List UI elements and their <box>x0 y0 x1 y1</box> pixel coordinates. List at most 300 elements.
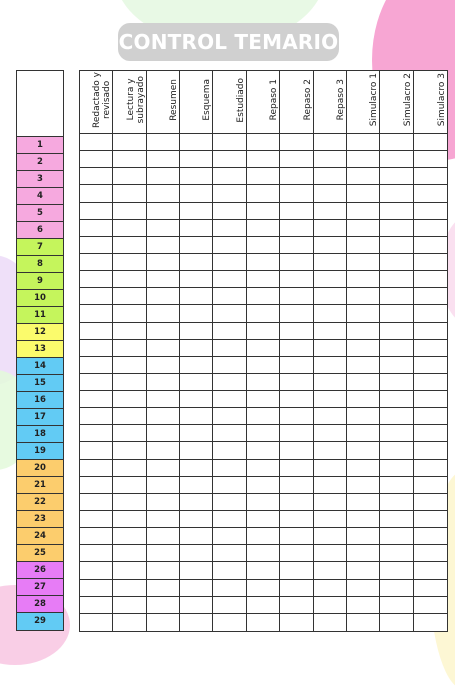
table-cell[interactable] <box>180 477 213 494</box>
table-cell[interactable] <box>314 134 347 151</box>
table-cell[interactable] <box>380 151 413 168</box>
table-cell[interactable] <box>347 580 380 597</box>
table-cell[interactable] <box>113 305 146 322</box>
table-cell[interactable] <box>80 151 113 168</box>
table-cell[interactable] <box>347 460 380 477</box>
table-cell[interactable] <box>113 357 146 374</box>
table-cell[interactable] <box>380 185 413 202</box>
table-cell[interactable] <box>280 494 313 511</box>
table-cell[interactable] <box>213 545 246 562</box>
table-cell[interactable] <box>213 305 246 322</box>
table-cell[interactable] <box>113 374 146 391</box>
table-cell[interactable] <box>213 185 246 202</box>
table-cell[interactable] <box>347 374 380 391</box>
table-cell[interactable] <box>247 460 280 477</box>
table-cell[interactable] <box>147 305 180 322</box>
table-cell[interactable] <box>380 425 413 442</box>
table-cell[interactable] <box>247 288 280 305</box>
table-cell[interactable] <box>80 220 113 237</box>
table-cell[interactable] <box>347 185 380 202</box>
table-cell[interactable] <box>180 442 213 459</box>
table-cell[interactable] <box>380 597 413 614</box>
table-cell[interactable] <box>213 562 246 579</box>
table-cell[interactable] <box>314 391 347 408</box>
table-cell[interactable] <box>347 391 380 408</box>
table-cell[interactable] <box>147 168 180 185</box>
table-cell[interactable] <box>80 425 113 442</box>
table-cell[interactable] <box>314 340 347 357</box>
table-cell[interactable] <box>414 237 447 254</box>
table-cell[interactable] <box>213 203 246 220</box>
table-cell[interactable] <box>314 151 347 168</box>
table-cell[interactable] <box>180 597 213 614</box>
table-cell[interactable] <box>347 597 380 614</box>
table-cell[interactable] <box>347 305 380 322</box>
table-cell[interactable] <box>147 237 180 254</box>
table-cell[interactable] <box>347 477 380 494</box>
table-cell[interactable] <box>213 580 246 597</box>
table-cell[interactable] <box>213 151 246 168</box>
table-cell[interactable] <box>280 597 313 614</box>
table-cell[interactable] <box>380 528 413 545</box>
table-cell[interactable] <box>314 477 347 494</box>
table-cell[interactable] <box>147 425 180 442</box>
table-cell[interactable] <box>147 545 180 562</box>
table-cell[interactable] <box>414 323 447 340</box>
table-cell[interactable] <box>247 597 280 614</box>
table-cell[interactable] <box>80 442 113 459</box>
table-cell[interactable] <box>180 614 213 631</box>
table-cell[interactable] <box>213 168 246 185</box>
table-cell[interactable] <box>380 614 413 631</box>
table-cell[interactable] <box>414 408 447 425</box>
table-cell[interactable] <box>80 271 113 288</box>
table-cell[interactable] <box>414 511 447 528</box>
table-cell[interactable] <box>314 203 347 220</box>
table-cell[interactable] <box>113 460 146 477</box>
table-cell[interactable] <box>80 254 113 271</box>
table-cell[interactable] <box>180 562 213 579</box>
table-cell[interactable] <box>147 580 180 597</box>
table-cell[interactable] <box>247 545 280 562</box>
table-cell[interactable] <box>314 168 347 185</box>
table-cell[interactable] <box>80 134 113 151</box>
table-cell[interactable] <box>147 374 180 391</box>
table-cell[interactable] <box>280 185 313 202</box>
table-cell[interactable] <box>147 614 180 631</box>
table-cell[interactable] <box>213 425 246 442</box>
table-cell[interactable] <box>414 528 447 545</box>
table-cell[interactable] <box>280 562 313 579</box>
table-cell[interactable] <box>180 271 213 288</box>
table-cell[interactable] <box>80 408 113 425</box>
table-cell[interactable] <box>80 288 113 305</box>
table-cell[interactable] <box>280 425 313 442</box>
table-cell[interactable] <box>314 254 347 271</box>
table-cell[interactable] <box>347 203 380 220</box>
table-cell[interactable] <box>380 220 413 237</box>
table-cell[interactable] <box>247 220 280 237</box>
table-cell[interactable] <box>180 391 213 408</box>
table-cell[interactable] <box>213 237 246 254</box>
table-cell[interactable] <box>380 391 413 408</box>
table-cell[interactable] <box>414 494 447 511</box>
table-cell[interactable] <box>380 288 413 305</box>
table-cell[interactable] <box>80 528 113 545</box>
table-cell[interactable] <box>147 597 180 614</box>
table-cell[interactable] <box>80 562 113 579</box>
table-cell[interactable] <box>113 254 146 271</box>
table-cell[interactable] <box>213 408 246 425</box>
table-cell[interactable] <box>80 460 113 477</box>
table-cell[interactable] <box>414 614 447 631</box>
table-cell[interactable] <box>180 494 213 511</box>
table-cell[interactable] <box>180 237 213 254</box>
table-cell[interactable] <box>213 511 246 528</box>
table-cell[interactable] <box>180 288 213 305</box>
table-cell[interactable] <box>314 597 347 614</box>
table-cell[interactable] <box>247 323 280 340</box>
table-cell[interactable] <box>414 580 447 597</box>
table-cell[interactable] <box>147 340 180 357</box>
table-cell[interactable] <box>247 391 280 408</box>
table-cell[interactable] <box>113 614 146 631</box>
table-cell[interactable] <box>213 134 246 151</box>
table-cell[interactable] <box>280 545 313 562</box>
table-cell[interactable] <box>80 305 113 322</box>
table-cell[interactable] <box>180 134 213 151</box>
table-cell[interactable] <box>147 494 180 511</box>
table-cell[interactable] <box>80 614 113 631</box>
table-cell[interactable] <box>147 391 180 408</box>
table-cell[interactable] <box>347 271 380 288</box>
table-cell[interactable] <box>113 408 146 425</box>
table-cell[interactable] <box>247 511 280 528</box>
table-cell[interactable] <box>347 494 380 511</box>
table-cell[interactable] <box>280 580 313 597</box>
table-cell[interactable] <box>180 528 213 545</box>
table-cell[interactable] <box>414 305 447 322</box>
table-cell[interactable] <box>113 442 146 459</box>
table-cell[interactable] <box>80 597 113 614</box>
table-cell[interactable] <box>180 545 213 562</box>
table-cell[interactable] <box>180 511 213 528</box>
table-cell[interactable] <box>347 528 380 545</box>
table-cell[interactable] <box>113 511 146 528</box>
table-cell[interactable] <box>180 340 213 357</box>
table-cell[interactable] <box>314 580 347 597</box>
table-cell[interactable] <box>113 391 146 408</box>
table-cell[interactable] <box>414 391 447 408</box>
table-cell[interactable] <box>380 254 413 271</box>
table-cell[interactable] <box>147 288 180 305</box>
table-cell[interactable] <box>314 237 347 254</box>
table-cell[interactable] <box>147 442 180 459</box>
table-cell[interactable] <box>213 494 246 511</box>
table-cell[interactable] <box>180 151 213 168</box>
table-cell[interactable] <box>414 357 447 374</box>
table-cell[interactable] <box>280 477 313 494</box>
table-cell[interactable] <box>314 271 347 288</box>
table-cell[interactable] <box>180 254 213 271</box>
table-cell[interactable] <box>80 545 113 562</box>
table-cell[interactable] <box>147 220 180 237</box>
table-cell[interactable] <box>314 374 347 391</box>
table-cell[interactable] <box>347 254 380 271</box>
table-cell[interactable] <box>113 545 146 562</box>
table-cell[interactable] <box>347 545 380 562</box>
table-cell[interactable] <box>80 340 113 357</box>
table-cell[interactable] <box>280 288 313 305</box>
table-cell[interactable] <box>280 271 313 288</box>
table-cell[interactable] <box>314 545 347 562</box>
table-cell[interactable] <box>113 220 146 237</box>
table-cell[interactable] <box>280 528 313 545</box>
table-cell[interactable] <box>380 460 413 477</box>
table-cell[interactable] <box>414 288 447 305</box>
table-cell[interactable] <box>80 374 113 391</box>
table-cell[interactable] <box>80 168 113 185</box>
table-cell[interactable] <box>80 580 113 597</box>
table-cell[interactable] <box>147 511 180 528</box>
table-cell[interactable] <box>247 357 280 374</box>
table-cell[interactable] <box>247 151 280 168</box>
table-cell[interactable] <box>80 511 113 528</box>
table-cell[interactable] <box>280 168 313 185</box>
table-cell[interactable] <box>280 511 313 528</box>
table-cell[interactable] <box>180 460 213 477</box>
table-cell[interactable] <box>147 408 180 425</box>
table-cell[interactable] <box>314 220 347 237</box>
table-cell[interactable] <box>380 408 413 425</box>
table-cell[interactable] <box>314 460 347 477</box>
table-cell[interactable] <box>280 374 313 391</box>
table-cell[interactable] <box>180 305 213 322</box>
table-cell[interactable] <box>113 151 146 168</box>
table-cell[interactable] <box>314 408 347 425</box>
table-cell[interactable] <box>280 237 313 254</box>
table-cell[interactable] <box>347 151 380 168</box>
table-cell[interactable] <box>247 528 280 545</box>
table-cell[interactable] <box>347 288 380 305</box>
table-cell[interactable] <box>280 614 313 631</box>
table-cell[interactable] <box>347 408 380 425</box>
table-cell[interactable] <box>380 323 413 340</box>
table-cell[interactable] <box>213 374 246 391</box>
table-cell[interactable] <box>380 511 413 528</box>
table-cell[interactable] <box>314 511 347 528</box>
table-cell[interactable] <box>247 237 280 254</box>
table-cell[interactable] <box>414 597 447 614</box>
table-cell[interactable] <box>414 134 447 151</box>
table-cell[interactable] <box>280 340 313 357</box>
table-cell[interactable] <box>247 562 280 579</box>
table-cell[interactable] <box>280 254 313 271</box>
table-cell[interactable] <box>247 168 280 185</box>
table-cell[interactable] <box>147 460 180 477</box>
table-cell[interactable] <box>180 220 213 237</box>
table-cell[interactable] <box>80 203 113 220</box>
table-cell[interactable] <box>247 580 280 597</box>
table-cell[interactable] <box>414 203 447 220</box>
table-cell[interactable] <box>380 237 413 254</box>
table-cell[interactable] <box>347 442 380 459</box>
table-cell[interactable] <box>213 340 246 357</box>
table-cell[interactable] <box>213 597 246 614</box>
table-cell[interactable] <box>414 374 447 391</box>
table-cell[interactable] <box>414 254 447 271</box>
table-cell[interactable] <box>80 357 113 374</box>
table-cell[interactable] <box>147 562 180 579</box>
table-cell[interactable] <box>113 340 146 357</box>
table-cell[interactable] <box>314 494 347 511</box>
table-cell[interactable] <box>414 185 447 202</box>
table-cell[interactable] <box>380 357 413 374</box>
table-cell[interactable] <box>247 425 280 442</box>
table-cell[interactable] <box>113 323 146 340</box>
table-cell[interactable] <box>380 442 413 459</box>
table-cell[interactable] <box>247 442 280 459</box>
table-cell[interactable] <box>280 442 313 459</box>
table-cell[interactable] <box>347 511 380 528</box>
table-cell[interactable] <box>213 357 246 374</box>
table-cell[interactable] <box>113 237 146 254</box>
table-cell[interactable] <box>147 151 180 168</box>
table-cell[interactable] <box>380 271 413 288</box>
table-cell[interactable] <box>414 168 447 185</box>
table-cell[interactable] <box>247 271 280 288</box>
table-cell[interactable] <box>280 203 313 220</box>
table-cell[interactable] <box>280 134 313 151</box>
table-cell[interactable] <box>113 288 146 305</box>
table-cell[interactable] <box>280 323 313 340</box>
table-cell[interactable] <box>314 425 347 442</box>
table-cell[interactable] <box>180 203 213 220</box>
table-cell[interactable] <box>380 168 413 185</box>
table-cell[interactable] <box>414 442 447 459</box>
table-cell[interactable] <box>147 203 180 220</box>
table-cell[interactable] <box>180 357 213 374</box>
table-cell[interactable] <box>347 614 380 631</box>
table-cell[interactable] <box>314 323 347 340</box>
table-cell[interactable] <box>213 528 246 545</box>
table-cell[interactable] <box>180 168 213 185</box>
table-cell[interactable] <box>213 460 246 477</box>
table-cell[interactable] <box>213 442 246 459</box>
table-cell[interactable] <box>280 357 313 374</box>
table-cell[interactable] <box>314 305 347 322</box>
table-cell[interactable] <box>247 614 280 631</box>
table-cell[interactable] <box>347 168 380 185</box>
table-cell[interactable] <box>147 134 180 151</box>
table-cell[interactable] <box>113 562 146 579</box>
table-cell[interactable] <box>113 425 146 442</box>
table-cell[interactable] <box>113 597 146 614</box>
table-cell[interactable] <box>247 254 280 271</box>
table-cell[interactable] <box>80 391 113 408</box>
table-cell[interactable] <box>380 562 413 579</box>
table-cell[interactable] <box>414 151 447 168</box>
table-cell[interactable] <box>213 220 246 237</box>
table-cell[interactable] <box>113 168 146 185</box>
table-cell[interactable] <box>280 460 313 477</box>
table-cell[interactable] <box>414 271 447 288</box>
table-cell[interactable] <box>147 528 180 545</box>
table-cell[interactable] <box>380 580 413 597</box>
table-cell[interactable] <box>380 134 413 151</box>
table-cell[interactable] <box>113 134 146 151</box>
table-cell[interactable] <box>280 305 313 322</box>
table-cell[interactable] <box>113 580 146 597</box>
table-cell[interactable] <box>113 185 146 202</box>
table-cell[interactable] <box>347 323 380 340</box>
table-cell[interactable] <box>380 305 413 322</box>
table-cell[interactable] <box>80 237 113 254</box>
table-cell[interactable] <box>213 271 246 288</box>
table-cell[interactable] <box>247 203 280 220</box>
table-cell[interactable] <box>113 494 146 511</box>
table-cell[interactable] <box>147 357 180 374</box>
table-cell[interactable] <box>247 305 280 322</box>
table-cell[interactable] <box>180 580 213 597</box>
table-cell[interactable] <box>180 374 213 391</box>
table-cell[interactable] <box>314 528 347 545</box>
table-cell[interactable] <box>180 323 213 340</box>
table-cell[interactable] <box>180 185 213 202</box>
table-cell[interactable] <box>113 477 146 494</box>
table-cell[interactable] <box>213 288 246 305</box>
table-cell[interactable] <box>247 134 280 151</box>
table-cell[interactable] <box>414 340 447 357</box>
table-cell[interactable] <box>280 151 313 168</box>
table-cell[interactable] <box>280 408 313 425</box>
table-cell[interactable] <box>147 185 180 202</box>
table-cell[interactable] <box>147 477 180 494</box>
table-cell[interactable] <box>113 271 146 288</box>
table-cell[interactable] <box>380 545 413 562</box>
table-cell[interactable] <box>247 340 280 357</box>
table-cell[interactable] <box>347 562 380 579</box>
table-cell[interactable] <box>414 545 447 562</box>
table-cell[interactable] <box>147 254 180 271</box>
table-cell[interactable] <box>347 425 380 442</box>
table-cell[interactable] <box>347 134 380 151</box>
table-cell[interactable] <box>147 271 180 288</box>
table-cell[interactable] <box>80 185 113 202</box>
table-cell[interactable] <box>314 288 347 305</box>
table-cell[interactable] <box>213 254 246 271</box>
table-cell[interactable] <box>80 477 113 494</box>
table-cell[interactable] <box>213 477 246 494</box>
table-cell[interactable] <box>347 220 380 237</box>
table-cell[interactable] <box>380 494 413 511</box>
table-cell[interactable] <box>314 614 347 631</box>
table-cell[interactable] <box>314 357 347 374</box>
table-cell[interactable] <box>414 562 447 579</box>
table-cell[interactable] <box>247 374 280 391</box>
table-cell[interactable] <box>247 494 280 511</box>
table-cell[interactable] <box>113 528 146 545</box>
table-cell[interactable] <box>280 220 313 237</box>
table-cell[interactable] <box>347 357 380 374</box>
table-cell[interactable] <box>280 391 313 408</box>
table-cell[interactable] <box>414 477 447 494</box>
table-cell[interactable] <box>380 203 413 220</box>
table-cell[interactable] <box>347 237 380 254</box>
table-cell[interactable] <box>314 562 347 579</box>
table-cell[interactable] <box>113 203 146 220</box>
table-cell[interactable] <box>414 460 447 477</box>
